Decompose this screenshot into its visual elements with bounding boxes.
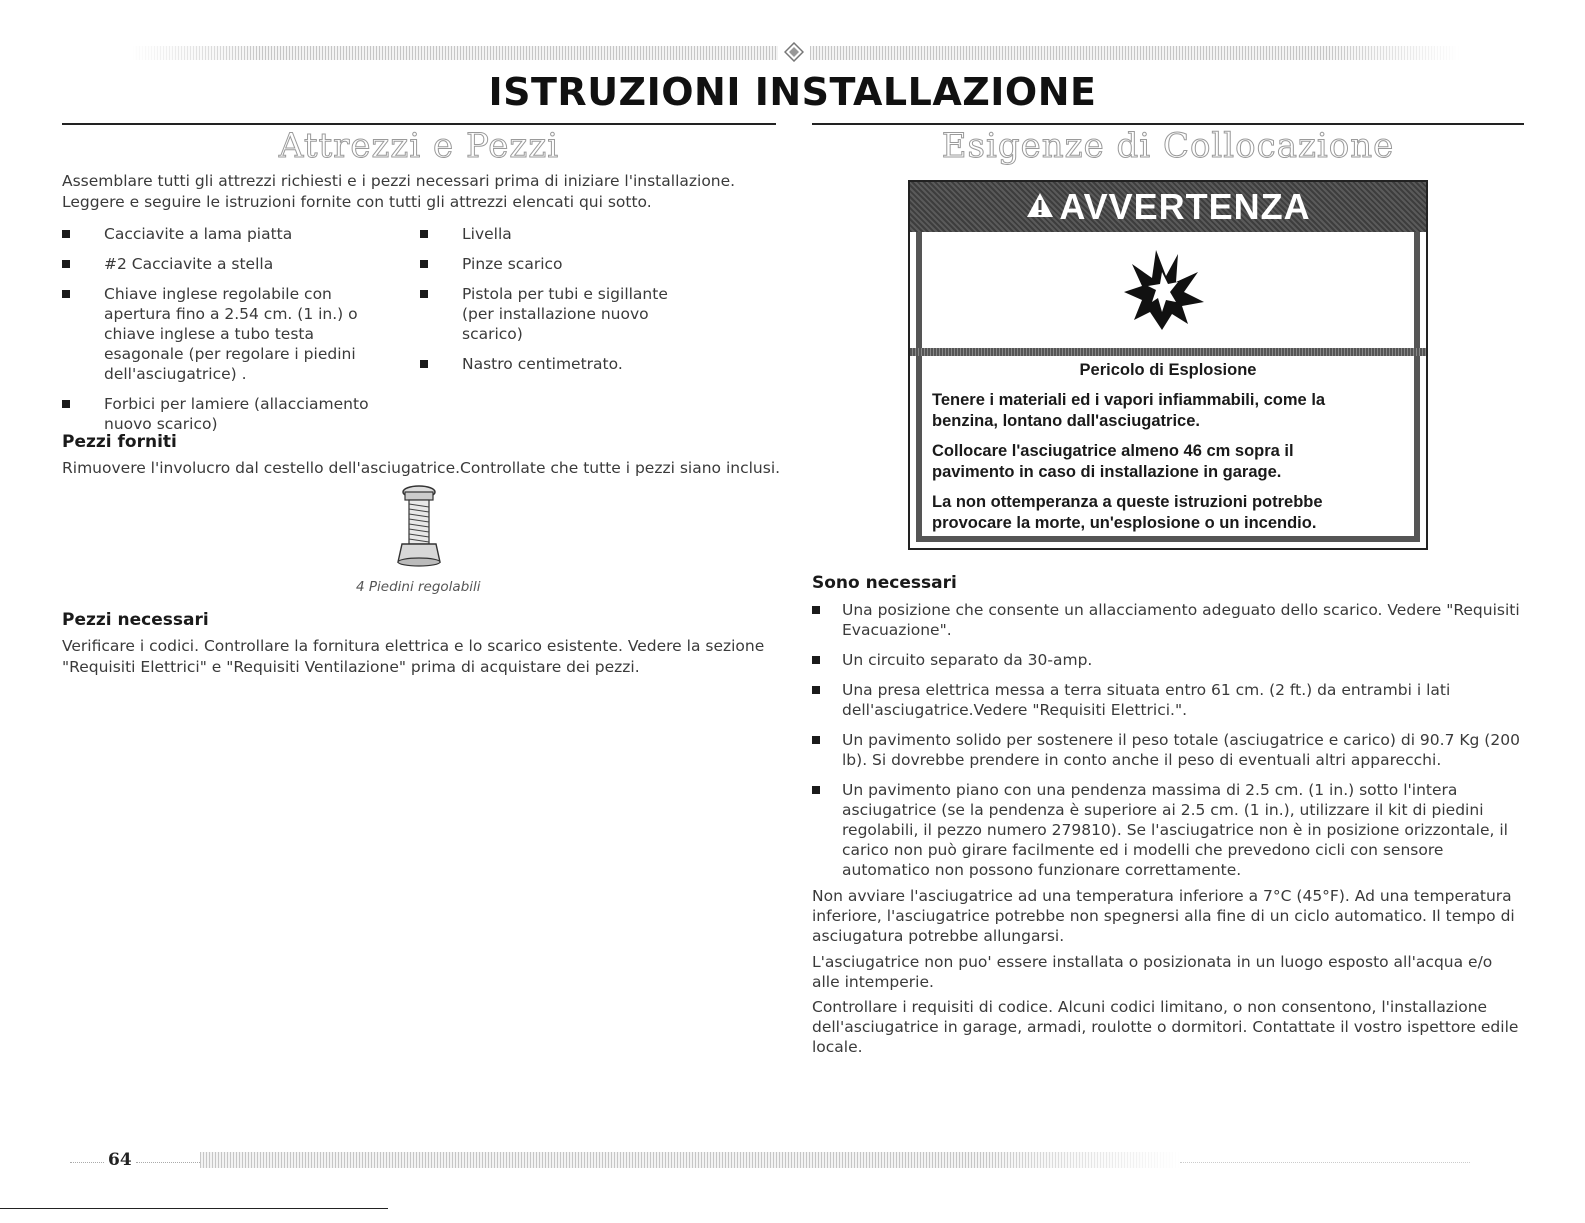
- list-item: Pistola per tubi e sigillante (per installazione nuovo scarico): [420, 284, 720, 344]
- footer-dots-right: [1180, 1162, 1470, 1163]
- list-item: Una posizione che consente un allacciamento adeguato dello scarico. Vedere "Requisiti Evacuazione".: [812, 600, 1520, 640]
- needed-list: [812, 600, 1520, 890]
- right-section-title: Esigenze di Collocazione: [941, 126, 1395, 166]
- intro-line-2: Leggere e seguire le istruzioni fornite con tutti gli attrezzi elencati qui sotto.: [62, 193, 652, 211]
- right-section-rule: [812, 123, 1524, 125]
- list-item: Un pavimento piano con una pendenza massima di 2.5 cm. (1 in.) sotto l'intera asciugatrice (se la pendenza è superiore ai 2.5 cm. (1 in.), utilizzare il kit di piedini regolabili, il pezzo numero 279810). Se l'asciugatrice non è in posizione orizzontale, il carico non può girare facilmente ed i modelli che prevedono cicli con sensore automatico non possono funzionare correttamente.: [812, 780, 1520, 880]
- list-item: Nastro centimetrato.: [420, 354, 720, 374]
- page-title: ISTRUZIONI INSTALLAZIONE: [488, 70, 1097, 114]
- right-paragraph-3: Controllare i requisiti di codice. Alcuni codici limitano, o non consentono, l'installazione dell'asciugatrice in garage, armadi, roulotte o dormitori. Contattate il vostro ispettore edile locale.: [812, 998, 1519, 1056]
- warning-hazard: Pericolo di Esplosione: [1079, 361, 1257, 379]
- page-number: 64: [108, 1150, 132, 1170]
- warning-label: AVVERTENZA: [1059, 186, 1311, 227]
- list-item: Livella: [420, 224, 720, 244]
- list-item: Cacciavite a lama piatta: [62, 224, 402, 244]
- warning-box: [908, 180, 1428, 550]
- footer-decoration: [200, 1152, 1180, 1168]
- diamond-ornament-icon: [784, 42, 804, 62]
- warning-icon-area: [916, 232, 1420, 348]
- left-section-rule: [62, 123, 776, 125]
- left-section-title: Attrezzi e Pezzi: [278, 126, 560, 166]
- tools-list-col1: [62, 224, 402, 444]
- list-item: Un pavimento solido per sostenere il peso totale (asciugatrice e carico) di 90.7 Kg (200 lb). Si dovrebbe prendere in conto anche il peso di eventuali altri apparecchi.: [812, 730, 1520, 770]
- footer-dots-mid: [136, 1162, 200, 1163]
- list-item: Chiave inglese regolabile con apertura fino a 2.54 cm. (1 in.) o chiave inglese a tubo testa esagonale (per regolare i piedini dell'asciugatrice) .: [62, 284, 402, 384]
- parts-supplied-text: Rimuovere l'involucro dal cestello dell'asciugatrice.Controllate che tutte i pezzi siano inclusi.: [62, 459, 781, 477]
- warning-line-3: La non ottemperanza a queste istruzioni potrebbe provocare la morte, un'esplosione o un incendio.: [932, 493, 1323, 532]
- warning-line-2: Collocare l'asciugatrice almeno 46 cm sopra il pavimento in caso di installazione in garage.: [932, 442, 1294, 481]
- right-paragraph-1: Non avviare l'asciugatrice ad una temperatura inferiore a 7°C (45°F). Ad una temperatura inferiore, l'asciugatrice potrebbe non spegnersi alla fine di un ciclo automatico. Il tempo di asciugatura potrebbe allungarsi.: [812, 887, 1515, 945]
- parts-needed-text: Verificare i codici. Controllare la fornitura elettrica e lo scarico esistente. Vedere la sezione "Requisiti Elettrici" e "Requisiti Ventilazione" prima di acquistare dei pezzi.: [62, 637, 765, 676]
- warning-triangle-icon: [1025, 191, 1055, 223]
- header-decoration-right: [810, 46, 1460, 60]
- needed-heading: Sono necessari: [812, 573, 957, 593]
- list-item: Un circuito separato da 30-amp.: [812, 650, 1520, 670]
- bottom-scan-line: [0, 1208, 388, 1209]
- right-paragraph-2: L'asciugatrice non puo' essere installata o posizionata in un luogo esposto all'acqua e/o alle intemperie.: [812, 953, 1493, 991]
- footer-dots-left: [70, 1162, 104, 1163]
- warning-header: [910, 182, 1426, 232]
- header-decoration-left: [130, 46, 778, 60]
- warning-line-1: Tenere i materiali ed i vapori infiammabili, come la benzina, lontano dall'asciugatrice.: [932, 391, 1326, 430]
- list-item: #2 Cacciavite a stella: [62, 254, 402, 274]
- intro-line-1: Assemblare tutti gli attrezzi richiesti e i pezzi necessari prima di iniziare l'installazione.: [62, 172, 736, 190]
- parts-caption: 4 Piedini regolabili: [356, 579, 481, 595]
- explosion-icon: [1112, 242, 1212, 332]
- tools-list-col2: [420, 224, 720, 384]
- leveling-leg-icon: [394, 484, 444, 568]
- list-item: Una presa elettrica messa a terra situata entro 61 cm. (2 ft.) da entrambi i lati dell'asciugatrice.Vedere "Requisiti Elettrici.".: [812, 680, 1520, 720]
- warning-separator: [910, 348, 1426, 356]
- parts-supplied-heading: Pezzi forniti: [62, 432, 177, 452]
- parts-needed-heading: Pezzi necessari: [62, 610, 209, 630]
- list-item: Pinze scarico: [420, 254, 720, 274]
- list-item: Forbici per lamiere (allacciamento nuovo scarico): [62, 394, 402, 434]
